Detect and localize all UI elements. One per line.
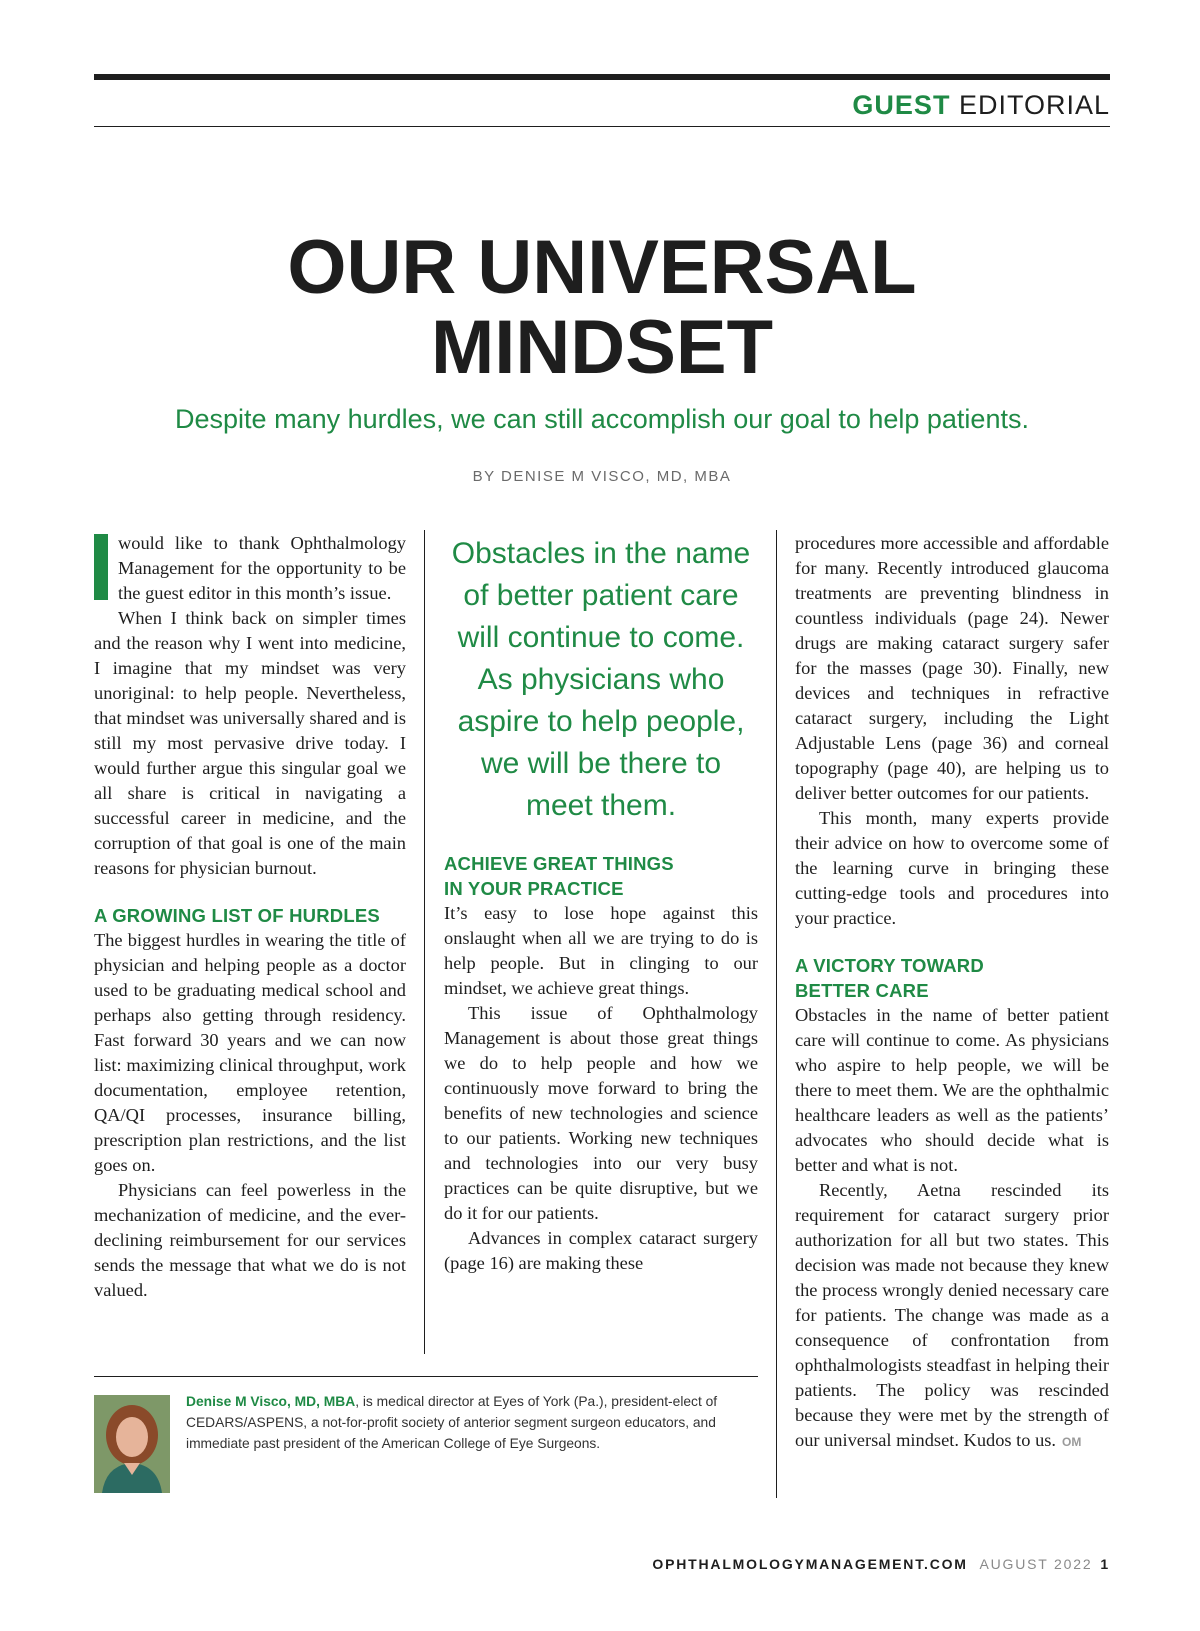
section-label [852,90,1110,121]
bio-rule [94,1376,758,1377]
page-number: 1 [1100,1556,1110,1572]
paragraph: This issue of Ophthalmology Management is about those great things we do to help people and how we continuously move forward to bring the benefits of new technologies and science to our patients. Working new techniques and technologies into our very busy practices can be quite disruptive, but we do it for our patients. [444,1003,758,1223]
paragraph: When I think back on simpler times and the reason why I went into medicine, I imagine that my mindset was very unoriginal: to help people. Nevertheless, that mindset was universally shared and is still my most pervasive drive today. I would further argue this singular goal we all share is critical in navigating a successful career in medicine, and the corruption of that goal is one of the main reasons for physician burnout. [94,608,406,878]
column-2 [444,531,758,1276]
article-subtitle: Despite many hurdles, we can still accomplish our goal to help patients. [175,404,1029,434]
top-rule [94,74,1110,80]
column-1 [94,531,406,1303]
column-divider [424,530,425,1354]
author-bio-text: , is medical director at Eyes of York (Pa.), president-elect of CEDARS/ASPENS, a not-for-profit society of anterior segment surgeon educators, and immediate past president of the American College of Eye Surgeons. [186,1394,718,1451]
section-heading [444,851,758,901]
section-heading [795,953,1109,1003]
column-divider [776,530,777,1498]
pull-quote: Obstacles in the name of better patient care will continue to come. As physicians who aspire to help people, we will be there to meet them. [451,537,751,822]
author-photo-illustration [94,1395,170,1493]
author-photo [94,1395,170,1493]
dropcap-bar [94,534,108,600]
heading-line-1: A VICTORY TOWARD [795,955,984,976]
intro-text: would like to thank Ophthalmology Management for the opportunity to be the guest editor in this month’s issue. [118,533,406,603]
article-title [94,225,1110,390]
intro-paragraph [94,531,406,606]
paragraph: procedures more accessible and affordable for many. Recently introduced glaucoma treatments are preventing blindness in countless individuals (page 24). Newer drugs are making cataract surgery safer for the masses (page 30). Finally, new devices and techniques in refractive cataract surgery, including the Light Adjustable Lens (page 36) and corneal topography (page 40), are helping us to deliver better outcomes for our patients. [795,533,1109,803]
paragraph: This month, many experts provide their advice on how to overcome some of the learning curve in bringing these cutting-edge tools and procedures into your practice. [795,808,1109,928]
end-mark: OM [1062,1435,1082,1449]
author-name: Denise M Visco, MD, MBA [186,1394,356,1409]
title-line-2: MINDSET [431,305,773,390]
closing-text: Recently, Aetna rescinded its requirement for cataract surgery prior authorization for all but two states. This decision was made not because they knew the process wrongly denied necessary care for patients. The change was made as a consequence of confrontation from ophthalmologists steadfast in helping their patients. The policy was rescinded because they were met by the strength of our universal mindset. Kudos to us. [795,1180,1109,1450]
paragraph: It’s easy to lose hope against this onslaught when all we are trying to do is help people. But in clinging to our mindset, we achieve great things. [444,903,758,998]
section-rule [94,126,1110,127]
paragraph: Physicians can feel powerless in the mechanization of medicine, and the ever-declining reimbursement for our services sends the message that what we do is not valued. [94,1180,406,1300]
paragraph [795,1178,1109,1455]
section-label-bold: GUEST [852,90,951,120]
heading-line-2: IN YOUR PRACTICE [444,878,624,899]
paragraph: Advances in complex cataract surgery (page 16) are making these [444,1228,758,1273]
footer-site: OPHTHALMOLOGYMANAGEMENT.COM [652,1556,968,1572]
heading-line-2: BETTER CARE [795,980,929,1001]
page-footer [652,1556,1110,1572]
footer-date: AUGUST 2022 [979,1556,1093,1572]
section-label-rest: EDITORIAL [958,90,1110,120]
author-bio [186,1391,758,1454]
paragraph: Obstacles in the name of better patient care will continue to come. As physicians who aspire to help people, we will be there to meet them. We are the ophthalmic healthcare leaders as well as the patients’ advocates who should decide what is better and what is not. [795,1005,1109,1175]
heading-line-1: ACHIEVE GREAT THINGS [444,853,674,874]
section-heading: A GROWING LIST OF HURDLES [94,905,380,926]
byline: BY DENISE M VISCO, MD, MBA [472,468,732,485]
title-line-1: OUR UNIVERSAL [287,225,917,310]
column-3 [795,531,1109,1455]
paragraph: The biggest hurdles in wearing the title of physician and helping people as a doctor used to be graduating medical school and perhaps also getting through residency. Fast forward 30 years and we can now list: maximizing clinical throughput, work documentation, employee retention, QA/QI processes, insurance billing, prescription plan restrictions, and the list goes on. [94,930,406,1175]
